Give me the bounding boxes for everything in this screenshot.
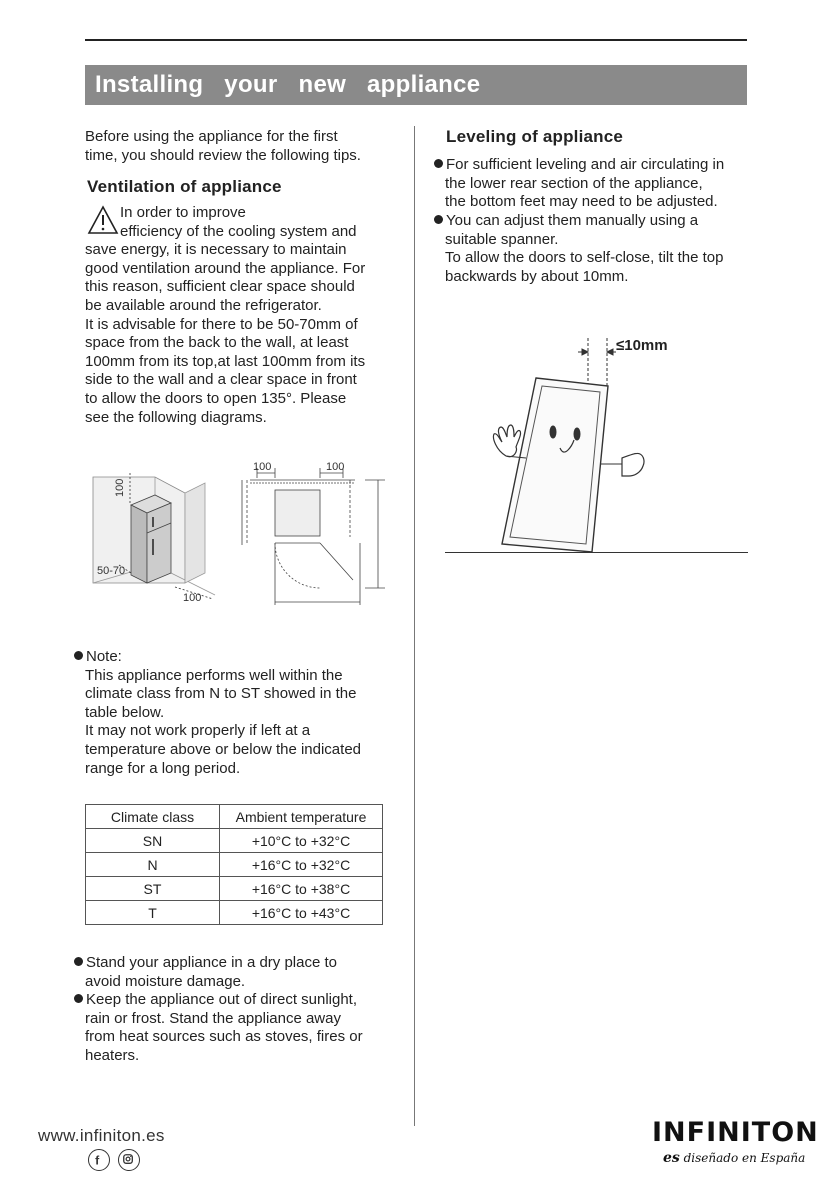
bullet-text: rain or frost. Stand the appliance away: [85, 1009, 341, 1027]
table-cell: SN: [86, 829, 220, 853]
ventilation-line: space from the back to the wall, at least: [85, 334, 349, 352]
table-cell: +16°C to +43°C: [220, 901, 383, 925]
bullet-dot: [74, 994, 83, 1003]
ventilation-diagram: [85, 455, 395, 610]
bullet-text: the bottom feet may need to be adjusted.: [445, 193, 718, 211]
table-row: [86, 829, 383, 853]
dim-side-label: 100: [183, 592, 202, 604]
website-link[interactable]: www.infiniton.es: [38, 1126, 165, 1145]
leveling-bullet-1: [434, 156, 724, 212]
ventilation-line: It is advisable for there to be 50-70mm of: [85, 315, 358, 333]
table-cell: +16°C to +32°C: [220, 853, 383, 877]
note-line: climate class from N to ST showed in the: [85, 685, 357, 703]
bullet-text: You can adjust them manually using a: [446, 212, 699, 229]
note-label: Note:: [86, 648, 122, 665]
room-3d-view: [93, 473, 215, 599]
tilt-label: ≤10mm: [616, 337, 668, 354]
ventilation-line: 100mm from its top,at last 100mm from its: [85, 352, 366, 370]
ventilation-heading: Ventilation of appliance: [87, 177, 282, 196]
bullet-text: heaters.: [85, 1046, 140, 1064]
leveling-heading: Leveling of appliance: [446, 127, 624, 146]
ventilation-line: save energy, it is necessary to maintain: [85, 241, 347, 259]
bullet-text: avoid moisture damage.: [85, 972, 246, 990]
ventilation-line: good ventilation around the appliance. For: [85, 259, 366, 277]
ventilation-body: [85, 241, 365, 427]
bullet-dot: [434, 215, 443, 224]
ventilation-line: this reason, sufficient clear space should: [85, 278, 355, 296]
table-row: [86, 853, 383, 877]
dim-back-label: 50-70: [97, 565, 126, 577]
svg-text:f: f: [95, 1153, 100, 1168]
facebook-icon[interactable]: [88, 1149, 110, 1171]
table-header: Climate class: [86, 805, 220, 829]
bullet-text: For sufficient leveling and air circulating in: [446, 156, 725, 173]
column-divider: [414, 126, 415, 1126]
dim-top-label: 100: [114, 478, 126, 497]
note-line: range for a long period.: [85, 759, 241, 777]
tagline-prefix: es: [663, 1150, 680, 1166]
table-row: [86, 901, 383, 925]
bullet-dot: [74, 957, 83, 966]
table-cell: ST: [86, 877, 220, 901]
floor-line: [445, 552, 748, 553]
leveling-bullet-2: [434, 212, 723, 286]
instagram-icon[interactable]: [118, 1149, 140, 1171]
bullet-text: To allow the doors to self-close, tilt the top: [445, 249, 724, 267]
table-header: Ambient temperature: [220, 805, 383, 829]
ventilation-line: be available around the refrigerator.: [85, 296, 322, 314]
bullet-text: backwards by about 10mm.: [445, 267, 629, 285]
bullet-sunlight: [74, 991, 363, 1065]
plan-view: [242, 468, 385, 605]
note-line: This appliance performs well within the: [85, 666, 343, 684]
bullet-text: Stand your appliance in a dry place to: [86, 954, 337, 971]
note-label-row: [74, 648, 122, 667]
intro-line: time, you should review the following tips.: [85, 146, 361, 164]
note-line: It may not work properly if left at a: [85, 722, 311, 740]
ventilation-line-second: efficiency of the cooling system and: [120, 222, 357, 240]
table-cell: +10°C to +32°C: [220, 829, 383, 853]
table-header-row: [86, 805, 383, 829]
top-rule: [85, 39, 747, 41]
brand-logo: INFINITON: [652, 1117, 819, 1148]
bullet-text: from heat sources such as stoves, fires or: [85, 1028, 363, 1046]
note-body: [85, 667, 361, 779]
brand-tagline: [663, 1150, 805, 1166]
table-cell: +16°C to +38°C: [220, 877, 383, 901]
warning-icon: [87, 205, 119, 235]
plan-left-label: 100: [253, 461, 272, 473]
table-cell: T: [86, 901, 220, 925]
bullet-text: the lower rear section of the appliance,: [445, 174, 703, 192]
tilt-diagram: [450, 330, 700, 555]
climate-table: [85, 804, 383, 925]
ventilation-line: side to the wall and a clear space in front: [85, 371, 357, 389]
note-line: table below.: [85, 703, 165, 721]
bullet-dry-place: [74, 954, 337, 991]
ventilation-line: see the following diagrams.: [85, 408, 267, 426]
bullet-text: Keep the appliance out of direct sunlight,: [86, 991, 358, 1008]
tagline-text: diseñado en España: [683, 1151, 806, 1165]
bullet-dot: [74, 651, 83, 660]
table-row: [86, 877, 383, 901]
bullet-dot: [434, 159, 443, 168]
page-title: Installing your new appliance: [85, 65, 747, 105]
ventilation-line: to allow the doors to open 135°. Please: [85, 389, 347, 407]
plan-right-label: 100: [326, 461, 345, 473]
intro-line: Before using the appliance for the first: [85, 128, 338, 145]
intro-text: [85, 128, 361, 165]
bullet-text: suitable spanner.: [445, 230, 559, 248]
ventilation-line-first: In order to improve: [120, 204, 246, 221]
note-line: temperature above or below the indicated: [85, 740, 362, 758]
table-cell: N: [86, 853, 220, 877]
